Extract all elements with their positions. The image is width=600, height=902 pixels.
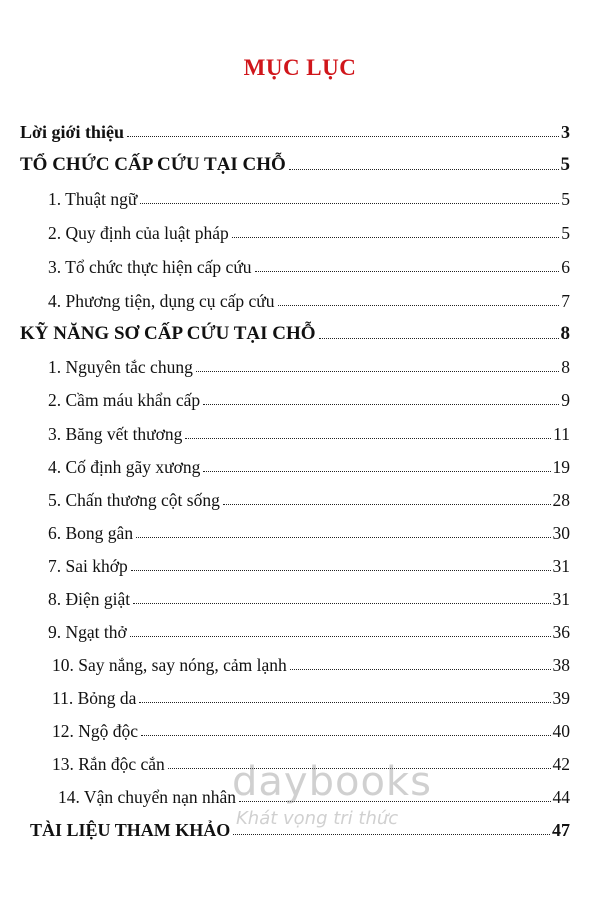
dot-leader (203, 404, 559, 405)
toc-entry-page: 31 (552, 589, 570, 609)
dot-leader (233, 834, 550, 835)
toc-entry-page: 5 (560, 154, 570, 175)
dot-leader (141, 735, 550, 736)
toc-entry-page: 42 (552, 754, 570, 774)
page-title: MỤC LỤC (243, 55, 357, 80)
toc-entry-label: Lời giới thiệu (20, 122, 124, 142)
dot-leader (133, 603, 550, 604)
toc-entry-label: 4. Cố định gãy xương (48, 457, 201, 477)
toc-entry-label: 4. Phương tiện, dụng cụ cấp cứu (48, 291, 275, 311)
toc-entry-label: KỸ NĂNG SƠ CẤP CỨU TẠI CHỖ (20, 323, 316, 344)
toc-entry-label: 14. Vận chuyển nạn nhân (58, 787, 237, 807)
toc-entry[interactable] (20, 113, 570, 143)
toc-entry[interactable] (48, 214, 570, 244)
toc-entry-label: 6. Bong gân (48, 523, 134, 543)
toc-entry[interactable] (52, 646, 570, 676)
toc-entry[interactable] (48, 514, 570, 544)
toc-entry-page: 30 (552, 523, 570, 543)
toc-entry-page: 44 (552, 787, 570, 807)
toc-entry[interactable] (52, 712, 570, 742)
toc-entry-label: 9. Ngạt thở (48, 622, 127, 642)
toc-entry-page: 8 (560, 323, 570, 344)
toc-entry-label: 3. Tổ chức thực hiện cấp cứu (48, 257, 252, 277)
toc-entry[interactable] (48, 381, 570, 411)
toc-entry[interactable] (48, 547, 570, 577)
dot-leader (255, 271, 560, 272)
toc-entry[interactable] (48, 248, 570, 278)
toc-entry[interactable] (48, 481, 570, 511)
toc-entry-label: 5. Chấn thương cột sống (48, 490, 220, 510)
toc-entry-page: 39 (552, 688, 570, 708)
toc-entry-page: 6 (561, 257, 570, 277)
dot-leader (223, 504, 551, 505)
dot-leader (185, 438, 551, 439)
toc-entry[interactable] (20, 146, 570, 176)
toc-entry-label: 2. Cầm máu khẩn cấp (48, 390, 201, 410)
toc-entry[interactable] (48, 613, 570, 643)
dot-leader (232, 237, 559, 238)
dot-leader (319, 338, 559, 339)
dot-leader (289, 169, 559, 170)
dot-leader (203, 471, 550, 472)
watermark (232, 760, 472, 829)
toc-entry[interactable] (48, 180, 570, 210)
toc-entry-page: 5 (561, 223, 570, 243)
toc-entry-page: 8 (561, 357, 570, 377)
toc-entry-page: 9 (561, 390, 570, 410)
dot-leader (139, 702, 550, 703)
toc-entry-label: 3. Băng vết thương (48, 424, 183, 444)
toc-entry-page: 36 (552, 622, 570, 642)
toc-entry-page: 3 (561, 122, 570, 142)
toc-entry-label: TÀI LIỆU THAM KHẢO (30, 820, 231, 840)
toc-entry[interactable] (52, 679, 570, 709)
toc-entry-page: 47 (552, 820, 570, 840)
toc-entry-label: 8. Điện giật (48, 589, 131, 609)
dot-leader (290, 669, 551, 670)
toc-entry[interactable] (48, 282, 570, 312)
toc-entry[interactable] (20, 315, 570, 345)
toc-entry[interactable] (48, 448, 570, 478)
toc-entry-page: 31 (552, 556, 570, 576)
toc-entry-label: 2. Quy định của luật pháp (48, 223, 229, 243)
dot-leader (278, 305, 560, 306)
toc-entry-label: 1. Thuật ngữ (48, 189, 138, 209)
toc-entry-label: 11. Bỏng da (52, 688, 137, 708)
dot-leader (196, 371, 559, 372)
dot-leader (131, 570, 551, 571)
dot-leader (140, 203, 559, 204)
toc-entry-page: 11 (553, 424, 570, 444)
toc-entry-label: 1. Nguyên tắc chung (48, 357, 193, 377)
toc-entry-page: 19 (552, 457, 570, 477)
toc-entry[interactable] (48, 580, 570, 610)
toc-entry-page: 40 (552, 721, 570, 741)
toc-entry[interactable] (48, 415, 570, 445)
toc-entry-page: 5 (561, 189, 570, 209)
toc-entry-label: TỔ CHỨC CẤP CỨU TẠI CHỖ (20, 154, 286, 175)
toc-entry[interactable] (48, 348, 570, 378)
dot-leader (127, 136, 559, 137)
watermark-tagline: Khát vọng tri thức (236, 808, 399, 829)
watermark-brand: daybooks (232, 759, 432, 805)
toc-entry-page: 28 (552, 490, 570, 510)
toc-entry-page: 7 (561, 291, 570, 311)
dot-leader (130, 636, 551, 637)
dot-leader (136, 537, 550, 538)
toc-entry-label: 10. Say nắng, say nóng, cảm lạnh (52, 655, 287, 675)
toc-entry-label: 13. Rắn độc cắn (52, 754, 165, 774)
toc-entry-label: 7. Sai khớp (48, 556, 128, 576)
toc-entry-page: 38 (552, 655, 570, 675)
toc-entry-label: 12. Ngộ độc (52, 721, 139, 741)
